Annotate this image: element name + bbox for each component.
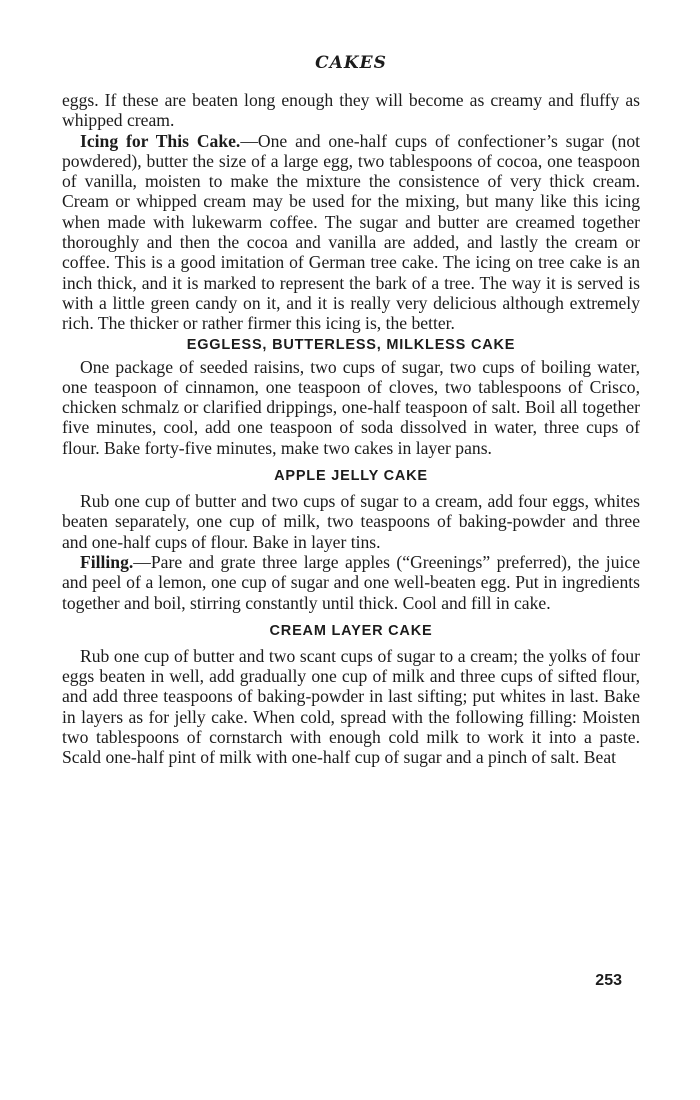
paragraph-icing: [62, 131, 640, 334]
running-head: CAKES: [315, 53, 387, 73]
paragraph-cream-layer-cake: Rub one cup of butter and two scant cups of sugar to a cream; the yolks of four eggs beaten in well, add gradually one cup of milk and three cups of sifted flour, and add three teaspoons of baking-powder in last sifting; put whites in last. Bake in layers as for jelly cake. When cold, spread with the following filling: Moisten two tablespoons of cornstarch with enough cold milk to work it into a paste. Scald one-half pint of milk with one-half cup of sugar and a pinch of salt. Beat: [62, 645, 640, 768]
heading-eggless-cake: EGGLESS, BUTTERLESS, MILKLESS CAKE: [186, 336, 516, 353]
paragraph-continuation: eggs. If these are beaten long enough they will become as creamy and fluffy as whipped cream.: [62, 90, 640, 131]
paragraph-apple-jelly-cake: Rub one cup of butter and two cups of sugar to a cream, add four eggs, whites beaten separately, one cup of milk, two teaspoons of baking-powder and three and one-half cups of flour. Bake in layer tins.: [62, 491, 640, 552]
heading-apple-jelly-cake: APPLE JELLY CAKE: [274, 468, 428, 485]
book-page: [62, 52, 640, 768]
filling-text: —Pare and grate three large apples (“Greenings” preferred), the juice and peel of a lemon, one cup of sugar and one well-beaten egg. Put in ingredients together and boil, stirring constantly until thick. Cool and fill in cake.: [62, 551, 640, 613]
icing-run-in-heading: Icing for This Cake.: [80, 130, 241, 151]
icing-text: —One and one-half cups of confectioner’s sugar (not powdered), butter the size of a large egg, two tablespoons of cocoa, one teaspoon of vanilla, moisten to make the mixture the consistence of very thick cream. Cream or whipped cream may be used for the mixing, but many like this icing when made with lukewarm coffee. The sugar and butter are creamed together thoroughly and then the cocoa and vanilla are added, and lastly the cream or coffee. This is a good imitation of German tree cake. The icing on tree cake is an inch thick, and it is marked to represent the bark of a tree. The way it is served is with a little green candy on it, and it is really very delicious although extremely rich. The thicker or rather firmer this icing is, the better.: [62, 130, 641, 334]
paragraph-filling: [62, 552, 640, 613]
page-number: 253: [595, 972, 622, 989]
filling-run-in-heading: Filling.: [80, 551, 134, 572]
paragraph-eggless-cake: One package of seeded raisins, two cups of sugar, two cups of boiling water, one teaspoon of cinnamon, one teaspoon of cloves, two tablespoons of Crisco, chicken schmalz or clarified drippings, one-half teaspoon of salt. Boil all together five minutes, cool, add one teaspoon of soda dissolved in water, three cups of flour. Bake forty-five minutes, make two cakes in layer pans.: [62, 356, 640, 458]
heading-cream-layer-cake: CREAM LAYER CAKE: [269, 622, 433, 639]
